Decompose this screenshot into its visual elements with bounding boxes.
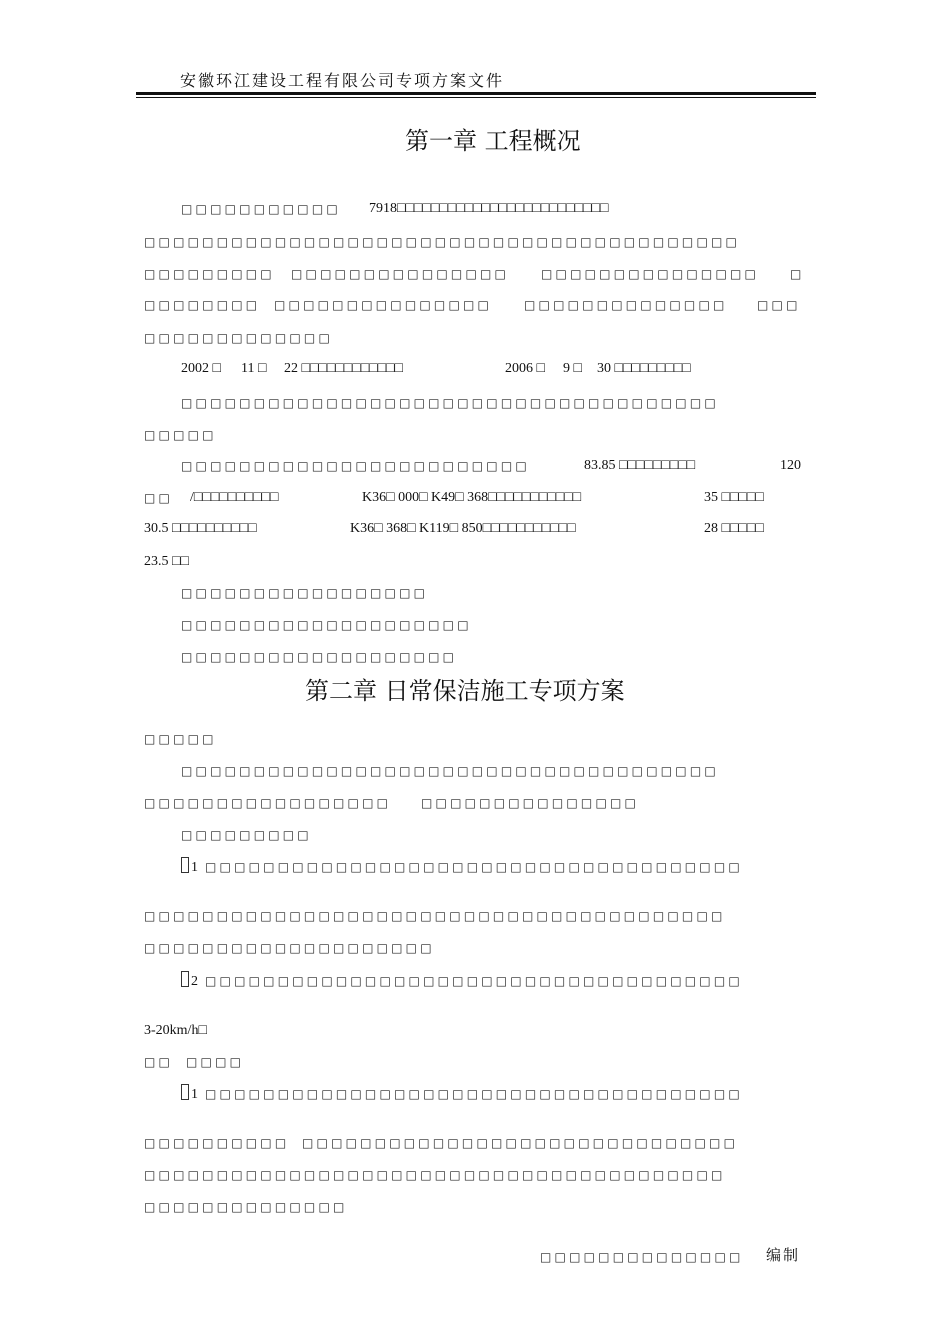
footer-compiled-by: 编制 [766, 1246, 801, 1264]
document-header: 安徽环江建设工程有限公司专项方案文件 [180, 71, 505, 90]
body-line: □□□□□□□□□□□□□ [144, 331, 333, 345]
bullet-box-icon [181, 971, 189, 987]
body-line: □□ [144, 491, 174, 505]
body-line: 30.5 □□□□□□□□□□ [144, 521, 257, 536]
body-line: □□□□□□□□□□□□□□□ [421, 796, 640, 810]
body-line: □□□□□□□□□□□ [181, 202, 341, 216]
body-line: 3-20km/h□ [144, 1023, 207, 1038]
body-line: □□□□□□□□□□□□□□□ [541, 267, 760, 281]
list-number: 2 [191, 974, 198, 989]
body-line: □□□□□□□□□□□□□□□ [274, 298, 493, 312]
body-line: □□□□□□□□□ [144, 267, 275, 281]
body-line: □□□□□□□□□□□□□□□ [291, 267, 510, 281]
body-line: 7918□□□□□□□□□□□□□□□□□□□□□□□□□ [369, 201, 609, 216]
body-line: 120 [780, 458, 801, 473]
body-line: □□□ [757, 298, 801, 312]
header-rule-thin [136, 97, 816, 98]
list-number: 1 [191, 1087, 198, 1102]
header-rule-thick [136, 92, 816, 95]
body-line: 30 □□□□□□□□□ [597, 361, 691, 376]
list-text: □□□□□□□□□□□□□□□□□□□□□□□□□□□□□□□□□□□□□ [205, 1087, 743, 1101]
body-line: 22 □□□□□□□□□□□□ [284, 361, 403, 376]
body-line: □□□□□ [144, 732, 217, 746]
body-line: □□□□□□□□□□□□□□□□□□□□ [144, 941, 435, 955]
body-line: □□□□□□□□□□□□□□□□□ [144, 796, 392, 810]
body-line: □□□□□□□□□□□□□□□□□□□□□□□□□□□□□□□□□□□□□□□□ [144, 909, 726, 923]
body-line: □□□□□□□□ [144, 298, 261, 312]
body-line: □ [790, 267, 805, 281]
body-line: K36□ 368□ K119□ 850□□□□□□□□□□□ [350, 521, 576, 536]
body-line: □□ [144, 1055, 174, 1069]
chapter-1-title: 第一章 工程概况 [405, 127, 581, 155]
body-line: K36□ 000□ K49□ 368□□□□□□□□□□□ [362, 490, 582, 505]
body-line: □□□□□□□□□□□□□□ [144, 1200, 348, 1214]
footer-company: □□□□□□□□□□□□□□ [540, 1250, 744, 1264]
bullet-box-icon [181, 857, 189, 873]
body-line: □□□□ [186, 1055, 245, 1069]
body-line: □□□□□ [144, 428, 217, 442]
body-line: □□□□□□□□□□□□□□□□□□□□□□□□□□□□□□□□□□□□□□□□ [144, 1168, 726, 1182]
body-line: 2002 □ [181, 361, 221, 376]
list-text: □□□□□□□□□□□□□□□□□□□□□□□□□□□□□□□□□□□□□ [205, 974, 743, 988]
body-line: □□□□□□□□□ [181, 828, 312, 842]
body-line: /□□□□□□□□□□ [190, 490, 279, 505]
list-number: 1 [191, 860, 198, 875]
body-line: □□□□□□□□□□□□□□□□□□□□□□□□□□□□□□ [302, 1136, 739, 1150]
body-line: □□□□□□□□□□□□□□□□□□□□□□□□□□□□□□□□□□□□□□□□□ [144, 235, 741, 249]
body-line: □□□□□□□□□□□□□□□□□□□□□□□□□□□□□□□□□□□□□ [181, 764, 719, 778]
body-line: □□□□□□□□□□□□□□□□□□□□□□□□ [181, 459, 530, 473]
bullet-box-icon [181, 1084, 189, 1100]
body-line: □□□□□□□□□□□□□□□□□□□ [181, 650, 458, 664]
body-line: 2006 □ [505, 361, 545, 376]
list-item-1 [181, 857, 743, 876]
body-line: □□□□□□□□□□ [144, 1136, 290, 1150]
body-line: □□□□□□□□□□□□□□ [524, 298, 728, 312]
body-line: □□□□□□□□□□□□□□□□□□□□□□□□□□□□□□□□□□□□□ [181, 396, 719, 410]
body-line: □□□□□□□□□□□□□□□□□□□□ [181, 618, 472, 632]
list-text: □□□□□□□□□□□□□□□□□□□□□□□□□□□□□□□□□□□□□ [205, 860, 743, 874]
list-item-2 [181, 971, 743, 990]
body-line: 28 □□□□□ [704, 521, 764, 536]
body-line: 9 □ [563, 361, 582, 376]
list-item-3 [181, 1084, 743, 1103]
body-line: 35 □□□□□ [704, 490, 764, 505]
body-line: □□□□□□□□□□□□□□□□□ [181, 586, 429, 600]
chapter-2-title: 第二章 日常保洁施工专项方案 [305, 677, 625, 705]
body-line: 83.85 □□□□□□□□□ [584, 458, 696, 473]
body-line: 23.5 □□ [144, 554, 189, 569]
body-line: 11 □ [241, 361, 267, 376]
